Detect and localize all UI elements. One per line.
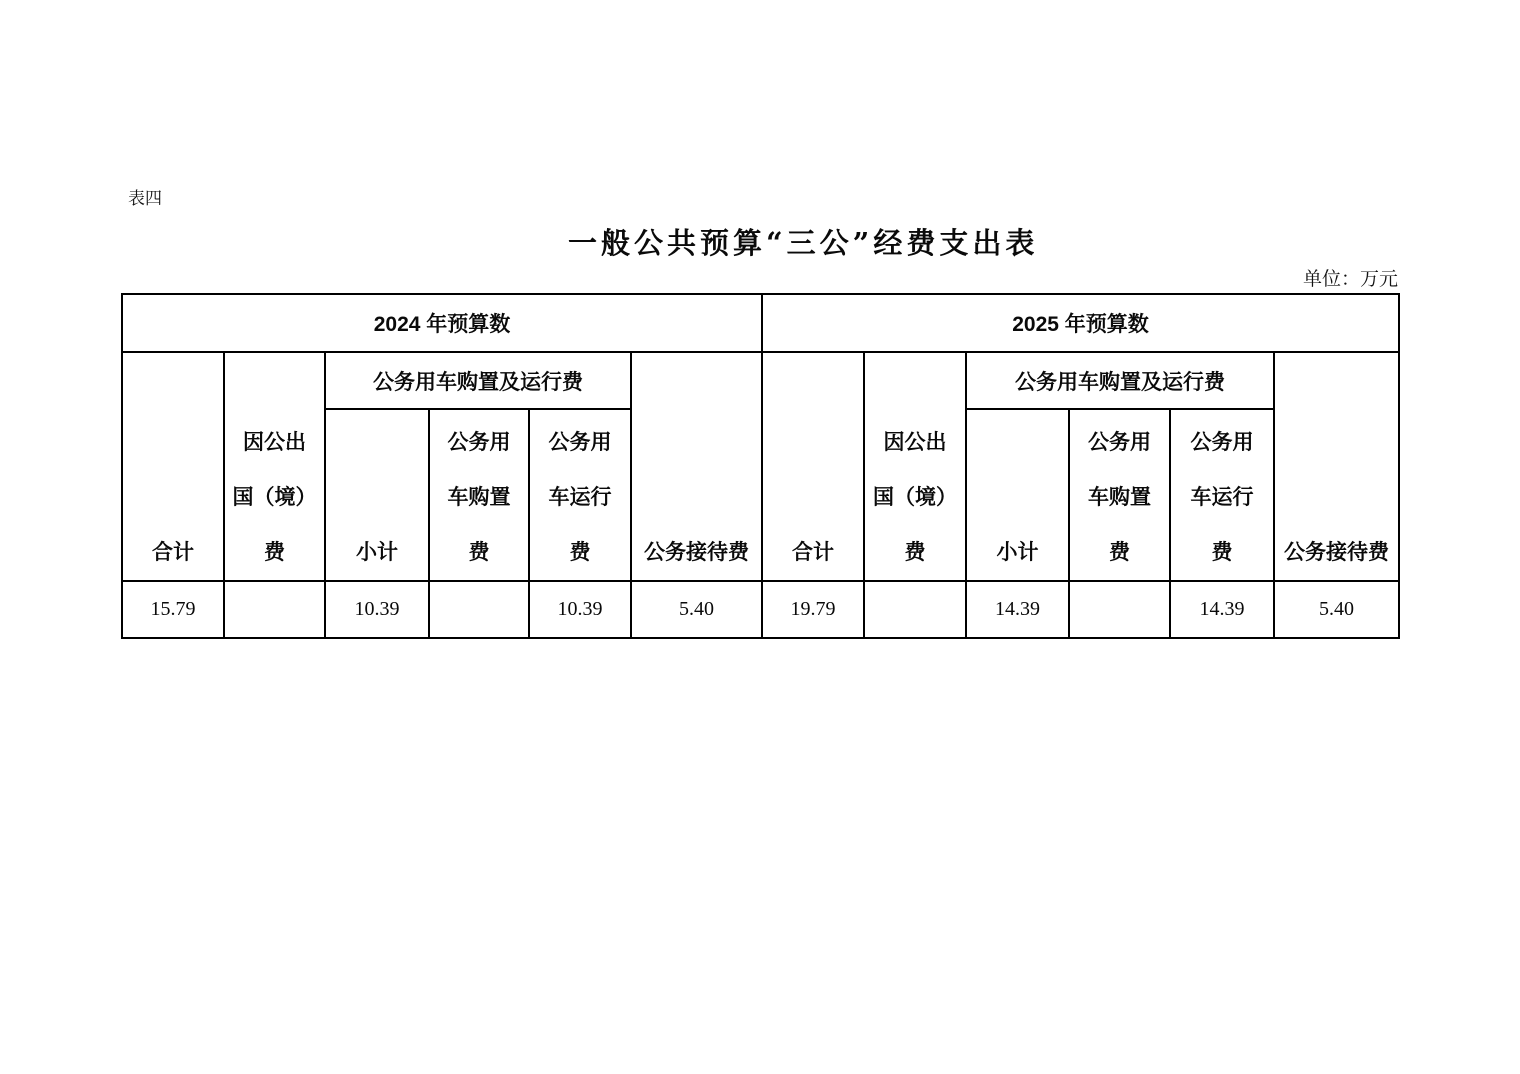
value-total-2024: 15.79 <box>122 581 224 638</box>
col-header-total-2025 <box>762 352 864 581</box>
unit-label: 单位：万元 <box>1302 268 1398 290</box>
col-header-operation-2025 <box>1170 409 1274 581</box>
purchase-label-line1: 公务用 <box>1088 431 1151 454</box>
budget-table <box>121 293 1400 639</box>
data-row <box>122 581 1399 638</box>
col-header-total-2025-label: 合计 <box>792 541 834 564</box>
operation-label-line1: 公务用 <box>1190 431 1254 454</box>
abroad-label-line2: 国（境） <box>232 486 317 509</box>
col-header-subtotal-2025 <box>966 409 1069 581</box>
abroad-label-line3: 费 <box>904 541 926 564</box>
value-abroad-2024 <box>224 581 325 638</box>
year-header-row <box>122 294 1399 352</box>
value-total-2025: 19.79 <box>762 581 864 638</box>
value-abroad-2025 <box>864 581 966 638</box>
value-subtotal-2025: 14.39 <box>966 581 1069 638</box>
operation-label-line3: 费 <box>1211 541 1233 564</box>
col-header-purchase-2025 <box>1069 409 1170 581</box>
value-subtotal-2024: 10.39 <box>325 581 429 638</box>
value-purchase-2025 <box>1069 581 1170 638</box>
abroad-label-line1: 因公出 <box>883 431 947 454</box>
purchase-label-line2: 车购置 <box>1088 486 1151 509</box>
subtotal-label: 小计 <box>996 541 1039 564</box>
year-header-2024: 2024 年预算数 <box>122 294 762 352</box>
value-purchase-2024 <box>429 581 529 638</box>
col-header-total-2024-label: 合计 <box>152 541 194 564</box>
page-title: 一般公共预算“三公”经费支出表 <box>568 226 1039 260</box>
abroad-label-line2: 国（境） <box>873 486 957 509</box>
value-reception-2024: 5.40 <box>631 581 762 638</box>
operation-label-line3: 费 <box>569 541 591 564</box>
purchase-label-line3: 费 <box>468 541 490 564</box>
col-header-operation-2024 <box>529 409 631 581</box>
abroad-label-line1: 因公出 <box>243 431 306 454</box>
subtotal-label: 小计 <box>356 541 398 564</box>
col-header-purchase-2024 <box>429 409 529 581</box>
table-number-label: 表四 <box>128 189 162 209</box>
vehicle-group-header-2025: 公务用车购置及运行费 <box>966 352 1274 409</box>
abroad-label-line3: 费 <box>264 541 285 564</box>
operation-label-line1: 公务用 <box>548 431 612 454</box>
col-header-abroad-2024 <box>224 352 325 581</box>
reception-label: 公务接待费 <box>644 541 749 564</box>
col-header-reception-2024 <box>631 352 762 581</box>
col-header-total-2024 <box>122 352 224 581</box>
col-header-reception-2025 <box>1274 352 1399 581</box>
vehicle-group-header-2024: 公务用车购置及运行费 <box>325 352 631 409</box>
operation-label-line2: 车运行 <box>1190 486 1254 509</box>
reception-label: 公务接待费 <box>1284 541 1389 564</box>
value-operation-2024: 10.39 <box>529 581 631 638</box>
operation-label-line2: 车运行 <box>548 486 612 509</box>
value-operation-2025: 14.39 <box>1170 581 1274 638</box>
purchase-label-line1: 公务用 <box>447 431 511 454</box>
purchase-label-line3: 费 <box>1109 541 1130 564</box>
col-header-subtotal-2024 <box>325 409 429 581</box>
purchase-label-line2: 车购置 <box>447 486 511 509</box>
value-reception-2025: 5.40 <box>1274 581 1399 638</box>
year-header-2025: 2025 年预算数 <box>762 294 1399 352</box>
col-header-abroad-2025 <box>864 352 966 581</box>
group-header-row <box>122 352 1399 409</box>
